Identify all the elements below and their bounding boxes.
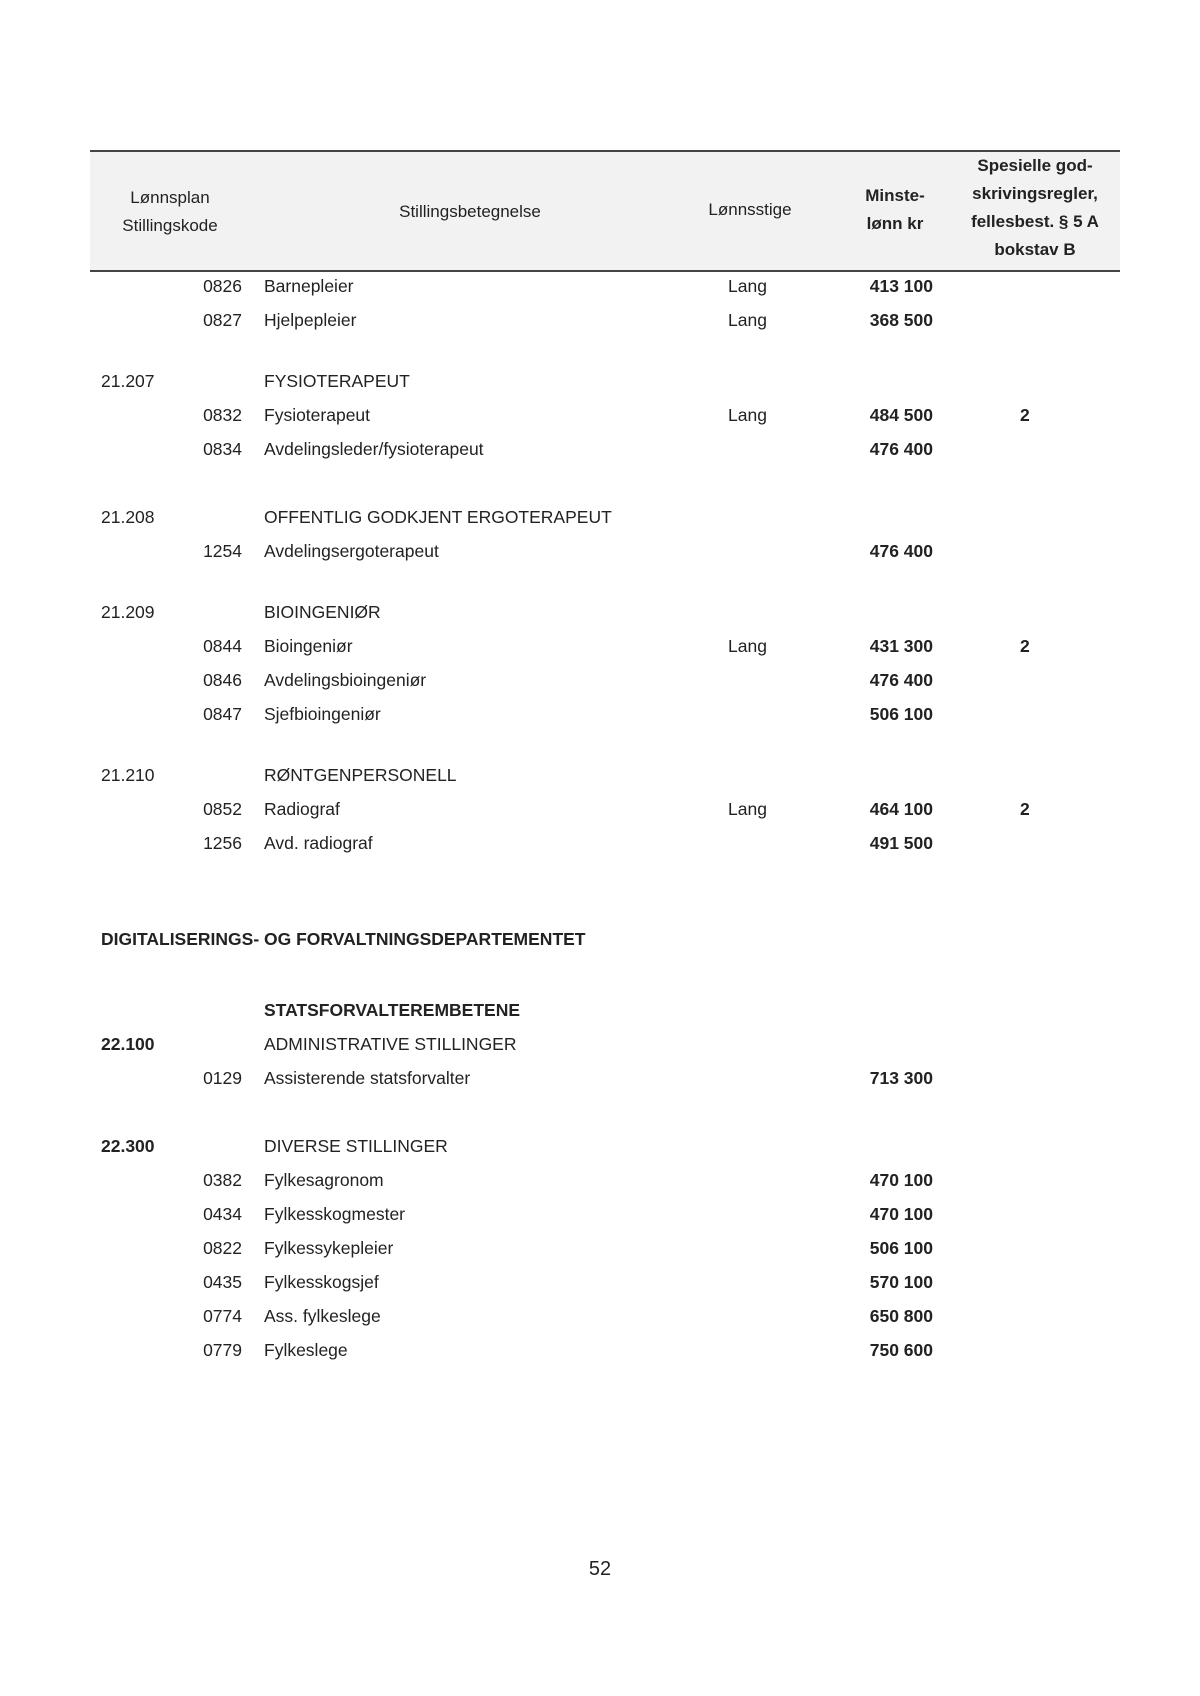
minstelonn-cell: 413 100 bbox=[869, 276, 933, 296]
lonnsplan-cell: 21.209 bbox=[101, 602, 155, 622]
lonnsplan-cell: 21.207 bbox=[101, 371, 155, 391]
stillingskode-cell: 0129 bbox=[203, 1068, 242, 1088]
stillingskode-cell: 0844 bbox=[203, 636, 242, 656]
minstelonn-cell: 506 100 bbox=[869, 1238, 933, 1258]
lonnsstige-cell: Lang bbox=[728, 799, 767, 819]
stillingsbetegnelse-cell: BIOINGENIØR bbox=[264, 602, 381, 622]
minstelonn-cell: 506 100 bbox=[869, 704, 933, 724]
table-row bbox=[0, 400, 1200, 430]
stillingsbetegnelse-cell: Avdelingsbioingeniør bbox=[264, 670, 427, 690]
table-row bbox=[0, 305, 1200, 335]
header-col-spesielle bbox=[955, 152, 1115, 264]
header-lonnsstige-label: Lønnsstige bbox=[708, 200, 792, 219]
table-row bbox=[0, 1233, 1200, 1263]
page-number: 52 bbox=[588, 1558, 612, 1580]
stillingskode-cell: 0846 bbox=[203, 670, 242, 690]
table-row bbox=[0, 1267, 1200, 1297]
stillingskode-cell: 1254 bbox=[203, 541, 242, 561]
stillingsbetegnelse-cell: Ass. fylkeslege bbox=[264, 1306, 381, 1326]
minstelonn-cell: 476 400 bbox=[869, 439, 933, 459]
minstelonn-cell: 368 500 bbox=[869, 310, 933, 330]
stillingskode-cell: 0774 bbox=[203, 1306, 242, 1326]
stillingsbetegnelse-cell: Assisterende statsforvalter bbox=[264, 1068, 471, 1088]
stillingskode-cell: 0852 bbox=[203, 799, 242, 819]
header-minste-label: Minste- bbox=[865, 186, 925, 205]
stillingskode-cell: 0822 bbox=[203, 1238, 242, 1258]
table-row bbox=[0, 1335, 1200, 1365]
stillingsbetegnelse-cell: STATSFORVALTEREMBETENE bbox=[264, 1000, 521, 1020]
stillingsbetegnelse-cell: Hjelpepleier bbox=[264, 310, 357, 330]
table-row bbox=[0, 1165, 1200, 1195]
stillingskode-cell: 0779 bbox=[203, 1340, 242, 1360]
minstelonn-cell: 491 500 bbox=[869, 833, 933, 853]
lonnsplan-cell: 22.300 bbox=[101, 1136, 155, 1156]
header-stillingskode-label: Stillingskode bbox=[122, 216, 218, 235]
spesielle-regler-cell: 2 bbox=[1020, 799, 1030, 819]
stillingsbetegnelse-cell: RØNTGENPERSONELL bbox=[264, 765, 457, 785]
table-row bbox=[0, 434, 1200, 464]
stillingsbetegnelse-cell: Sjefbioingeniør bbox=[264, 704, 381, 724]
table-row bbox=[0, 1301, 1200, 1331]
stillingsbetegnelse-cell: ADMINISTRATIVE STILLINGER bbox=[264, 1034, 517, 1054]
lonnsplan-cell: 21.208 bbox=[101, 507, 155, 527]
header-spesielle-line4: bokstav B bbox=[994, 240, 1076, 259]
header-spesielle-line3: fellesbest. § 5 A bbox=[971, 212, 1099, 231]
stillingsbetegnelse-cell: Fysioterapeut bbox=[264, 405, 371, 425]
header-col-lonnsstige bbox=[690, 196, 810, 224]
minstelonn-cell: 476 400 bbox=[869, 670, 933, 690]
minstelonn-cell: 470 100 bbox=[869, 1170, 933, 1190]
stillingsbetegnelse-cell: Avd. radiograf bbox=[264, 833, 373, 853]
stillingskode-cell: 0382 bbox=[203, 1170, 242, 1190]
table-row bbox=[0, 366, 1200, 396]
stillingsbetegnelse-cell: Fylkesskogsjef bbox=[264, 1272, 379, 1292]
minstelonn-cell: 476 400 bbox=[869, 541, 933, 561]
table-row bbox=[0, 597, 1200, 627]
header-stillingsbetegnelse-label: Stillingsbetegnelse bbox=[399, 202, 541, 221]
table-row bbox=[0, 760, 1200, 790]
spesielle-regler-cell: 2 bbox=[1020, 405, 1030, 425]
stillingsbetegnelse-cell: Fylkesagronom bbox=[264, 1170, 384, 1190]
stillingskode-cell: 0832 bbox=[203, 405, 242, 425]
stillingskode-cell: 0826 bbox=[203, 276, 242, 296]
stillingsbetegnelse-cell: OFFENTLIG GODKJENT ERGOTERAPEUT bbox=[264, 507, 612, 527]
table-row bbox=[0, 631, 1200, 661]
header-lonnsplan-label: Lønnsplan bbox=[130, 188, 210, 207]
lonnsstige-cell: Lang bbox=[728, 636, 767, 656]
department-heading: DIGITALISERINGS- OG FORVALTNINGSDEPARTEMENTET bbox=[101, 929, 586, 949]
minstelonn-cell: 484 500 bbox=[869, 405, 933, 425]
table-row bbox=[0, 1131, 1200, 1161]
stillingsbetegnelse-cell: Bioingeniør bbox=[264, 636, 353, 656]
header-col-minstelonn bbox=[840, 182, 950, 238]
stillingskode-cell: 1256 bbox=[203, 833, 242, 853]
stillingsbetegnelse-cell: Fylkeslege bbox=[264, 1340, 348, 1360]
lonnsstige-cell: Lang bbox=[728, 405, 767, 425]
stillingsbetegnelse-cell: FYSIOTERAPEUT bbox=[264, 371, 410, 391]
minstelonn-cell: 470 100 bbox=[869, 1204, 933, 1224]
stillingsbetegnelse-cell: Fylkessykepleier bbox=[264, 1238, 394, 1258]
table-row bbox=[0, 1199, 1200, 1229]
lonnsstige-cell: Lang bbox=[728, 310, 767, 330]
header-col-lonnsplan bbox=[105, 184, 235, 240]
table-row bbox=[0, 828, 1200, 858]
minstelonn-cell: 650 800 bbox=[869, 1306, 933, 1326]
stillingsbetegnelse-cell: Radiograf bbox=[264, 799, 340, 819]
stillingskode-cell: 0834 bbox=[203, 439, 242, 459]
table-row bbox=[0, 1063, 1200, 1093]
minstelonn-cell: 750 600 bbox=[869, 1340, 933, 1360]
stillingskode-cell: 0434 bbox=[203, 1204, 242, 1224]
header-col-stillingsbetegnelse bbox=[370, 198, 570, 226]
table-row bbox=[0, 271, 1200, 301]
lonnsplan-cell: 22.100 bbox=[101, 1034, 155, 1054]
minstelonn-cell: 570 100 bbox=[869, 1272, 933, 1292]
spesielle-regler-cell: 2 bbox=[1020, 636, 1030, 656]
table-row bbox=[0, 699, 1200, 729]
stillingsbetegnelse-cell: Fylkesskogmester bbox=[264, 1204, 406, 1224]
table-row bbox=[0, 995, 1200, 1025]
minstelonn-cell: 713 300 bbox=[869, 1068, 933, 1088]
stillingskode-cell: 0435 bbox=[203, 1272, 242, 1292]
stillingskode-cell: 0827 bbox=[203, 310, 242, 330]
stillingsbetegnelse-cell: DIVERSE STILLINGER bbox=[264, 1136, 448, 1156]
lonnsstige-cell: Lang bbox=[728, 276, 767, 296]
stillingsbetegnelse-cell: Avdelingsleder/fysioterapeut bbox=[264, 439, 484, 459]
minstelonn-cell: 431 300 bbox=[869, 636, 933, 656]
header-lonn-kr-label: lønn kr bbox=[866, 214, 924, 233]
lonnsplan-cell: 21.210 bbox=[101, 765, 155, 785]
table-row bbox=[0, 665, 1200, 695]
stillingsbetegnelse-cell: Avdelingsergoterapeut bbox=[264, 541, 439, 561]
minstelonn-cell: 464 100 bbox=[869, 799, 933, 819]
table-row bbox=[0, 794, 1200, 824]
stillingskode-cell: 0847 bbox=[203, 704, 242, 724]
stillingsbetegnelse-cell: Barnepleier bbox=[264, 276, 354, 296]
header-spesielle-line1: Spesielle god- bbox=[977, 156, 1093, 175]
table-row bbox=[0, 536, 1200, 566]
table-row bbox=[0, 502, 1200, 532]
table-row bbox=[0, 1029, 1200, 1059]
header-spesielle-line2: skrivingsregler, bbox=[972, 184, 1098, 203]
